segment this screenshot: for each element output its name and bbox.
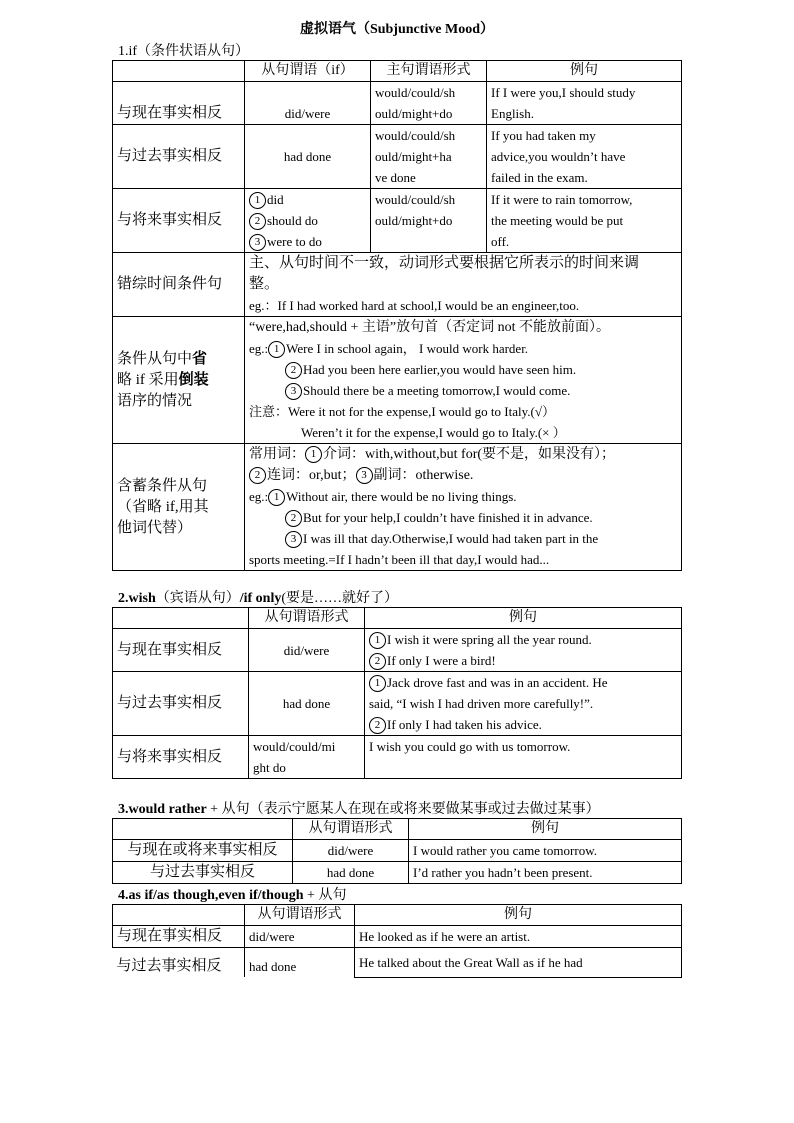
circled-number-marker: 1 [249, 192, 266, 209]
heading-text: (要是……就好了） [281, 591, 399, 606]
example-cell [365, 672, 682, 736]
example-cell: He talked about the Great Wall as if he had [355, 948, 682, 978]
main-line: ve done [375, 170, 416, 185]
column-header-blank [113, 905, 245, 926]
main-line: ould/might+ha [375, 149, 452, 164]
row-head [113, 948, 245, 978]
table-row [113, 444, 682, 571]
mixed-time-example: eg.：If I had worked hard at school,I would be an engineer,too. [249, 298, 580, 313]
mixed-time-line: 整。 [249, 276, 280, 292]
eg-label: eg.: [249, 489, 269, 504]
clause-text: had done [249, 959, 297, 974]
circled-number-marker: 1 [369, 675, 386, 692]
eg-label: eg.: [249, 341, 269, 356]
example-cell [365, 629, 682, 672]
row-head [113, 317, 245, 444]
column-header-example: 例句 [487, 61, 682, 82]
column-header-clause: 从句谓语形式 [293, 819, 409, 840]
inversion-note: 注意：Were it not for the expense,I would go to Italy.(√） [249, 404, 555, 419]
circled-number-marker: 2 [285, 362, 302, 379]
clause-line: were to do [267, 234, 322, 249]
row-head-text: 含蓄条件从句 [117, 477, 208, 494]
row-head: 与将来事实相反 [113, 189, 245, 253]
main-line: would/could/sh [375, 85, 456, 100]
row-head [113, 82, 245, 125]
page-title: 虚拟语气（Subjunctive Mood） [299, 22, 495, 37]
inversion-example: Were I in school again， I would work harder. [286, 341, 529, 356]
row-head-text: 略 if 采用 [117, 371, 179, 388]
row-head: 与现在事实相反 [113, 629, 249, 672]
clause-cell: did/were [245, 926, 355, 948]
clause-cell: had done [245, 125, 371, 189]
column-header-blank [113, 819, 293, 840]
clause-line: should do [267, 213, 318, 228]
column-header-main: 主句谓语形式 [371, 61, 487, 82]
clause-cell: had done [293, 862, 409, 884]
example-line: If it were to rain tomorrow, [491, 192, 633, 207]
table-row [113, 862, 682, 884]
heading-bold: /if only [239, 591, 282, 606]
table-row [113, 840, 682, 862]
example-cell [487, 189, 682, 253]
row-head-text: 语序的情况 [117, 392, 193, 409]
heading-text: + 从句（表示宁愿某人在现在或将来要做某事或过去做过某事） [206, 802, 600, 817]
example-line: I wish you could go with us tomorrow. [369, 739, 571, 754]
inversion-cell [245, 317, 682, 444]
example-line: If you had taken my [491, 128, 596, 143]
row-head-text: 条件从句中 [117, 350, 193, 367]
circled-number-marker: 1 [268, 489, 285, 506]
would-rather-table [112, 818, 682, 884]
wish-table [112, 607, 682, 779]
table-row [113, 672, 682, 736]
row-head-text: 与现在事实相反 [117, 105, 223, 121]
example-line: I wish it were spring all the year round. [387, 632, 592, 647]
heading-bold: 4.as if/as though,even if/though [118, 888, 304, 903]
example-line: the meeting would be put [491, 213, 624, 228]
row-head-text: 他词代替） [117, 519, 193, 536]
implicit-label: 常用词： [249, 447, 305, 462]
example-line: off. [491, 234, 510, 249]
main-line: ould/might+do [375, 106, 453, 121]
main-line: would/could/sh [375, 128, 456, 143]
example-cell [365, 736, 682, 779]
heading-bold: 2.wish [118, 591, 156, 606]
table-row [113, 82, 682, 125]
table-row [113, 629, 682, 672]
inversion-example: Had you been here earlier,you would have seen him. [303, 362, 577, 377]
column-header-blank [113, 608, 249, 629]
mixed-time-cell [245, 253, 682, 317]
row-head: 与过去事实相反 [113, 672, 249, 736]
section-2-heading [118, 587, 398, 607]
example-cell: He looked as if he were an artist. [355, 926, 682, 948]
column-header-clause: 从句谓语（if） [245, 61, 371, 82]
table-row [113, 948, 682, 978]
column-header-clause: 从句谓语形式 [245, 905, 355, 926]
circled-number-marker: 1 [369, 632, 386, 649]
if-clause-table [112, 60, 682, 571]
section-4-heading [118, 884, 346, 904]
clause-cell: had done [249, 672, 365, 736]
circled-number-marker: 3 [285, 531, 302, 548]
column-header-clause: 从句谓语形式 [249, 608, 365, 629]
circled-number-marker: 2 [249, 467, 266, 484]
implicit-example: But for your help,I couldn’t have finished it in advance. [303, 510, 593, 525]
main-cell [371, 125, 487, 189]
implicit-words: 介词：with,without,but for(要不是，如果没有）； [323, 447, 616, 462]
example-line: said, “I wish I had driven more carefully!”. [369, 696, 594, 711]
heading-bold: 3.would rather [118, 802, 207, 817]
implicit-example: Without air, there would be no living things. [286, 489, 517, 504]
circled-number-marker: 3 [285, 383, 302, 400]
circled-number-marker: 2 [285, 510, 302, 527]
circled-number-marker: 1 [305, 446, 322, 463]
clause-line: did [267, 192, 284, 207]
row-head: 与过去事实相反 [113, 125, 245, 189]
row-head: 错综时间条件句 [113, 253, 245, 317]
circled-number-marker: 1 [268, 341, 285, 358]
example-line: If only I were a bird! [387, 653, 496, 668]
circled-number-marker: 2 [369, 717, 386, 734]
column-header-example: 例句 [409, 819, 682, 840]
row-head-bold: 省 [192, 350, 208, 367]
clause-cell [249, 736, 365, 779]
implicit-words: 副词：otherwise. [373, 468, 474, 483]
row-head-text: （省略 if,用其 [117, 498, 209, 515]
row-head: 与现在或将来事实相反 [113, 840, 293, 862]
inversion-rule: “were,had,should + 主语”放句首（否定词 not 不能放前面）。 [249, 320, 610, 335]
clause-line: would/could/mi [253, 739, 336, 754]
row-head: 与将来事实相反 [113, 736, 249, 779]
table-row [113, 317, 682, 444]
implicit-words: 连词：or,but； [267, 468, 356, 483]
circled-number-marker: 3 [356, 467, 373, 484]
table-row [113, 736, 682, 779]
example-cell [487, 125, 682, 189]
as-if-table [112, 904, 682, 978]
inversion-example: Should there be a meeting tomorrow,I would come. [303, 383, 571, 398]
main-line: ould/might+do [375, 213, 453, 228]
circled-number-marker: 3 [249, 234, 266, 251]
clause-line: ght do [253, 760, 286, 775]
column-header-blank [113, 61, 245, 82]
clause-cell [245, 82, 371, 125]
clause-cell: did/were [293, 840, 409, 862]
main-line: would/could/sh [375, 192, 456, 207]
main-cell [371, 82, 487, 125]
clause-cell [245, 189, 371, 253]
table-row [113, 189, 682, 253]
example-line: If I were you,I should study [491, 85, 636, 100]
table-row [113, 926, 682, 948]
circled-number-marker: 2 [249, 213, 266, 230]
row-head: 与过去事实相反 [113, 862, 293, 884]
implicit-example: sports meeting.=If I hadn’t been ill that day,I would had... [249, 552, 550, 567]
section-3-heading [118, 798, 600, 818]
table-row [113, 253, 682, 317]
heading-text: （宾语从句） [155, 591, 240, 606]
row-head [113, 444, 245, 571]
clause-cell: did/were [249, 629, 365, 672]
example-cell: I would rather you came tomorrow. [409, 840, 682, 862]
main-cell [371, 189, 487, 253]
example-line: If only I had taken his advice. [387, 717, 542, 732]
row-head: 与现在事实相反 [113, 926, 245, 948]
example-line: Jack drove fast and was in an accident. He [387, 675, 608, 690]
clause-text: did/were [284, 106, 331, 121]
clause-cell [245, 948, 355, 978]
column-header-example: 例句 [365, 608, 682, 629]
example-cell [487, 82, 682, 125]
row-head-bold: 倒装 [178, 371, 209, 388]
circled-number-marker: 2 [369, 653, 386, 670]
example-line: advice,you wouldn’t have [491, 149, 626, 164]
column-header-example: 例句 [355, 905, 682, 926]
implicit-condition-cell [245, 444, 682, 571]
example-line: English. [491, 106, 534, 121]
heading-text: + 从句 [303, 888, 347, 903]
inversion-note: Weren’t it for the expense,I would go to Italy.(× ） [301, 425, 566, 440]
mixed-time-line: 主、从句时间不一致，动词形式要根据它所表示的时间来调 [249, 255, 640, 271]
example-cell: I’d rather you hadn’t been present. [409, 862, 682, 884]
section-1-heading: 1.if（条件状语从句） [118, 44, 250, 59]
example-line: failed in the exam. [491, 170, 588, 185]
implicit-example: I was ill that day.Otherwise,I would had taken part in the [303, 531, 599, 546]
table-row [113, 125, 682, 189]
row-head-text: 与过去事实相反 [116, 958, 222, 974]
